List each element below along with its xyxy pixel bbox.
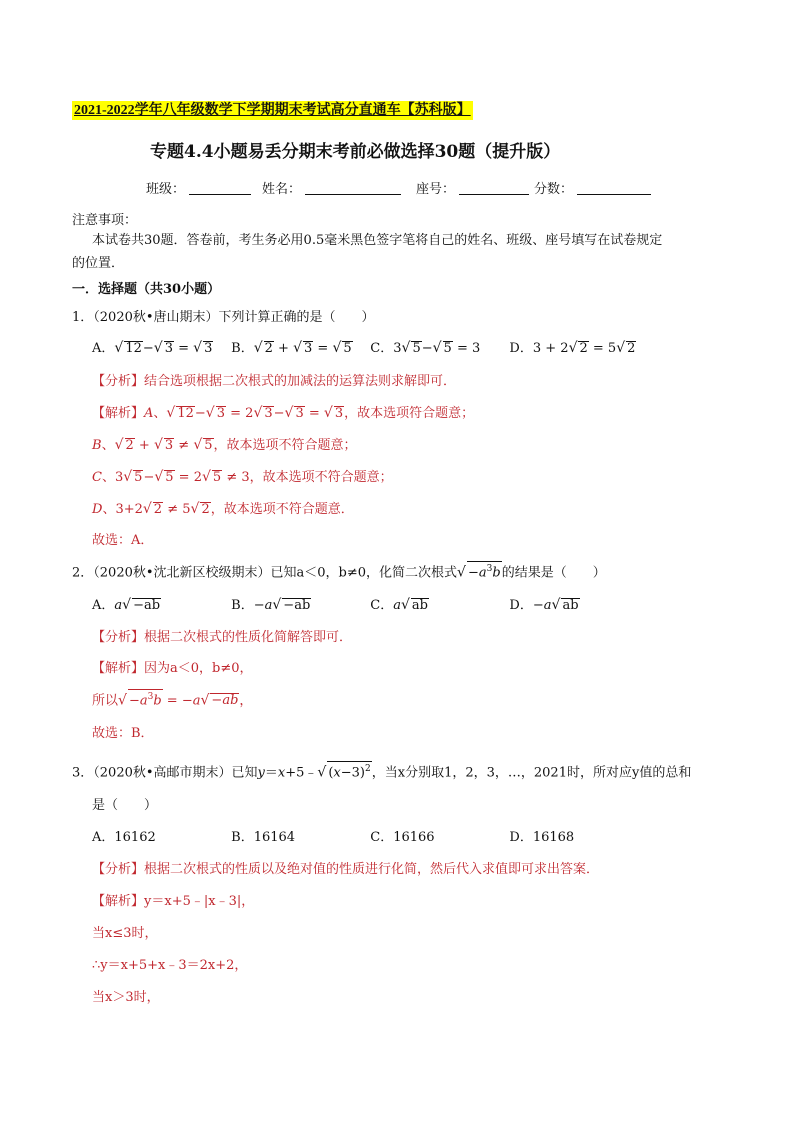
q3-stem: 3．（2020秋•高邮市期末）已知y＝x+5﹣√ $(x-3)^2$，当x分别取1，2，3，…，2021时，所对应y值的总和 [72, 761, 691, 780]
q3-solution-4: 当x＞3时， [92, 990, 160, 1005]
name-field[interactable]: 姓名： [262, 178, 401, 197]
q1-solution-c: C、3√ 5−√ 5 = 2√ 5 ≠ 3，故本选项不符合题意； [92, 469, 393, 485]
q2-options [92, 594, 644, 613]
class-field[interactable]: 班级： [146, 178, 251, 197]
q3-option-b: B．16164 [231, 830, 296, 845]
q1-stem: 1．（2020秋•唐山期末）下列计算正确的是（ ） [72, 310, 375, 325]
q1-solution-b: B、√ 2 + √ 3 ≠ √ 5，故本选项不符合题意； [92, 437, 357, 453]
q2-answer: 故选：B． [92, 726, 154, 741]
series-banner: 2021-2022学年八年级数学下学期期末考试高分直通车【苏科版】 [74, 103, 471, 118]
notice-heading: 注意事项： [72, 213, 138, 228]
q2-stem: 2．（2020秋•沈北新区校级期末）已知a＜0，b≠0，化简二次根式√ $-a^3b$的结果是（ ） [72, 561, 606, 580]
notice-line-2: 的位置． [72, 256, 125, 271]
q1-options [92, 337, 644, 356]
q1-option-d: D．3 + 2√ 2 = 5√ 2 [509, 340, 636, 356]
q2-solution-2: 所以√ $-a^3b = -a√ -ab$， [92, 689, 252, 708]
score-field[interactable]: 分数： [534, 178, 651, 197]
q3-solution-3: ∴y＝x+5+x﹣3＝2x+2， [92, 958, 248, 973]
q1-solution-d: D、3+2√ 2 ≠ 5√ 2，故本选项不符合题意． [92, 501, 354, 517]
q1-analysis: 【分析】结合选项根据二次根式的加减法的运算法则求解即可． [92, 374, 457, 389]
page-title: 专题4.4小题易丢分期末考前必做选择30题（提升版） [150, 142, 561, 162]
section-heading: 一．选择题（共30小题） [72, 282, 221, 297]
q3-solution-2: 当x≤3时， [92, 926, 158, 941]
q2-option-c: C．a√ ab [370, 597, 428, 613]
q1-solution-a: 【解析】A、√ 12−√ 3 = 2√ 3−√ 3 = √ 3，故本选项符合题意； [92, 405, 475, 421]
q1-answer: 故选：A． [92, 533, 154, 548]
q2-option-d: D．−a√ ab [509, 597, 579, 613]
q3-options [92, 826, 644, 845]
q1-option-c: C．3√ 5−√ 5 = 3 [370, 340, 481, 356]
q3-option-d: D．16168 [509, 830, 575, 845]
seat-field[interactable]: 座号： [416, 178, 529, 197]
q2-analysis: 【分析】根据二次根式的性质化简解答即可． [92, 630, 353, 645]
q3-option-c: C．16166 [370, 830, 435, 845]
q2-option-b: B．−a√ −ab [231, 597, 311, 613]
q2-option-a: A．a√ −ab [92, 597, 161, 613]
q3-stem-line-2: 是（ ） [92, 798, 158, 813]
q3-analysis: 【分析】根据二次根式的性质以及绝对值的性质进行化简，然后代入求值即可求出答案． [92, 862, 600, 877]
q3-solution-1: 【解析】y＝x+5﹣|x﹣3|， [92, 894, 255, 909]
q1-option-b: B．√ 2 + √ 3 = √ 5 [231, 340, 352, 356]
q3-option-a: A．16162 [92, 830, 156, 845]
notice-line-1: 本试卷共30题．答卷前，考生务必用0.5毫米黑色签字笔将自己的姓名、班级、座号填写在试卷规定 [92, 233, 663, 248]
q1-option-a: A．√ 12−√ 3 = √ 3 [92, 340, 213, 356]
q2-solution-1: 【解析】因为a＜0，b≠0， [92, 661, 253, 676]
